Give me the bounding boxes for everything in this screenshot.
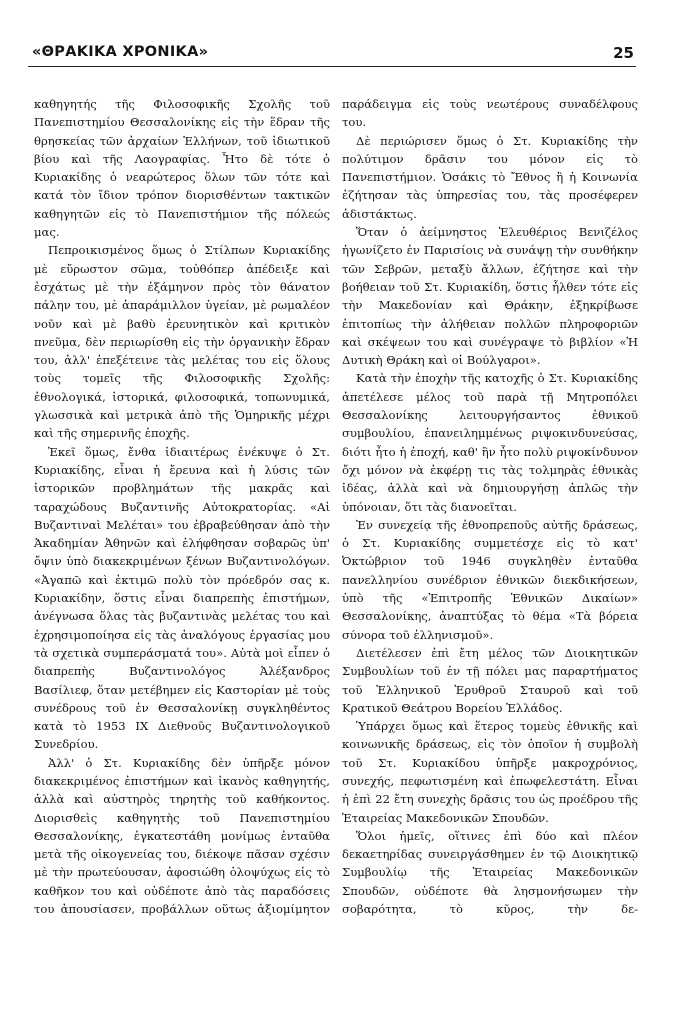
paragraph: Διετέλεσεν ἐπὶ ἔτη μέλος τῶν Διοικητικῶν Συμβουλίων τοῦ ἐν τῇ πόλει μας παραρτήματος τοῦ Ἑλληνικοῦ Ἐρυθροῦ Σταυροῦ καὶ τοῦ Κρατικοῦ Θεάτρου Βορείου Ἑλλάδος.: [342, 645, 638, 715]
paragraph: Ὑπάρχει ὅμως καὶ ἕτερος τομεὺς ἐθνικῆς καὶ κοινωνικῆς δράσεως, εἰς τὸν ὁποῖον ἡ συμβολὴ τοῦ Στ. Κυριακίδου ὑπῆρξε μακροχρόνιος, συνεχής, πεφωτισμένη καὶ ἐπωφελεστάτη. Εἶναι ἡ ἐπὶ 22 ἔτη συνεχὴς δρᾶσις του ὡς προέδρου τῆς Ἑταιρείας Μακεδονικῶν Σπουδῶν.: [342, 719, 638, 825]
paragraph: Κατὰ τὴν ἐποχὴν τῆς κατοχῆς ὁ Στ. Κυριακίδης ἀπετέλεσε μέλος τοῦ παρὰ τῇ Μητροπόλει Θεσσαλονίκης λειτουργήσαντος ἐθνικοῦ συμβουλίου, ἐπανειλημμένως ριψοκινδυνεύσας, διότι ἦτο ἡ ἐποχή, καθ' ἣν ἦτο πολὺ ριψοκίνδυνον ὄχι μόνον νὰ ἐκφέρῃ τις τὰς τολμηρὰς ἐθνικὰς ἰδέας, ἀλλὰ καὶ νὰ δημιουργήσῃ ἁπλῶς τὴν ὑπόνοιαν, ὅτι τὰς διανοεῖται.: [342, 371, 638, 514]
running-header: [28, 40, 636, 67]
right-column: [342, 95, 638, 918]
paragraph: Ὅλοι ἡμεῖς, οἵτινες ἐπὶ δύο καὶ πλέον δεκαετηρίδας συνειργάσθημεν ἐν τῷ Διοικητικῷ Συμβουλίῳ τῆς Ἑταιρείας Μακεδονικῶν Σπουδῶν, οὐδέποτε θὰ λησμονήσωμεν τὴν σοβαρότητα, τὸ κῦρος, τὴν δε-: [342, 828, 638, 917]
paragraph: Δὲ περιώρισεν ὅμως ὁ Στ. Κυριακίδης τὴν πολύτιμον δρᾶσιν του μόνον εἰς τὸ Πανεπιστήμιον. Ὁσάκις τὸ Ἔθνος ἢ ἡ Κοινωνία ἐζήτησαν τὰς ὑπηρεσίας του, τὰς προσέφερεν ἀδιστάκτως.: [342, 133, 638, 221]
paragraph: Ἐν συνεχείᾳ τῆς ἐθνοπρεποῦς αὐτῆς δράσεως, ὁ Στ. Κυριακίδης συμμετέσχε εἰς τὸ κατ' Ὀκτώβριον τοῦ 1946 συγκληθὲν ἐνταῦθα πανελληνίου συνέδριον ἐθνικῶν διεκδικήσεων, ὑπὸ τῆς «Ἐπιτροπῆς Ἐθνικῶν Δικαίων» Θεσσαλονίκης, ἀναπτύξας τὸ θέμα «Τὰ βόρεια σύνορα τοῦ ἑλληνισμοῦ».: [342, 517, 638, 642]
paragraph: καθηγητής τῆς Φιλοσοφικῆς Σχολῆς τοῦ Πανεπιστημίου Θεσσαλονίκης εἰς τὴν ἕδραν τῆς θρησκείας τῶν ἀρχαίων Ἑλλήνων, τοῦ ἰδιωτικοῦ βίου καὶ τῆς Λαογραφίας. Ἦτο δὲ τότε ὁ Κυριακίδης ὁ νεαρώτερος ὅλων τῶν τότε καὶ κατά τὸν ἴδιον τρόπον διορισθέντων τακτικῶν καθηγητῶν εἰς τὸ Πανεπιστήμιον τῆς πόλεώς μας.: [34, 97, 330, 240]
paragraph: Πεπροικισμένος ὅμως ὁ Στίλπων Κυριακίδης μὲ εὔρωστον σῶμα, τοὐθόπερ ἀπέδειξε καὶ ἐσχάτως μὲ τὴν ἐξάμηνον πρὸς τὸν θάνατον πάλην του, μὲ ἀπαράμιλλον ὑγείαν, μὲ ρωμαλέον νοῦν καὶ μὲ βαθὺ ἐρευνητικὸν καὶ κριτικὸν πνεῦμα, δὲν περιωρίσθη εἰς τὴν ὀργανικὴν ἕδραν του, ἀλλ' ἐπεξέτεινε τὰς μελέτας του εἰς ὅλους τοὺς τομεῖς τῆς Φιλοσοφικῆς Σχολῆς: ἐθνολογικά, ἱστορικά, φιλοσοφικά, τοπωνυμικά, γλωσσικὰ καὶ μετρικὰ ἀπὸ τῆς Ὁμηρικῆς μέχρι καὶ τῆς σημερινῆς ἐποχῆς.: [34, 243, 330, 441]
paragraph: Ἀλλ' ὁ Στ. Κυριακίδης δὲν ὑπῆρξε μόνον διακεκριμένος ἐπιστήμων καὶ ἱκανὸς καθηγητής, ἀλλὰ καὶ αὐστηρὸς τηρητὴς τοῦ καθήκοντος. Διορισθεὶς καθηγητὴς τοῦ Πανεπιστημίου Θεσσαλονίκης, ἐγκατεστάθη μονίμως ἐνταῦθα μετὰ τῆς οἰκογενείας του, διέκοψε πᾶσαν σχέσιν μὲ τὴν πρωτεύουσαν, ἀφοσιώθη ὁλοψύχως εἰς τὸ καθῆκον του καὶ οὐδέποτε ἀπὸ τὰς παραδόσεις του ἀπουσίασεν, προβάλλων οὕτως ἀξιομίμητον: [34, 755, 330, 917]
paragraph: παράδειγμα εἰς τοὺς νεωτέρους συναδέλφους του.: [342, 97, 638, 130]
page-number: 25: [613, 44, 634, 62]
paragraph: Ἐκεῖ ὅμως, ἔνθα ἰδιαιτέρως ἐνέκυψε ὁ Στ. Κυριακίδης, εἶναι ἡ ἔρευνα καὶ ἡ λύσις τῶν ἱστορικῶν προβλημάτων τῆς μακρᾶς καὶ ταραχώδους Βυζαντινῆς Αὐτοκρατορίας. «Αἱ Βυζαντιναὶ Μελέται» του ἐβραβεύθησαν ἀπὸ τὴν Ἀκαδημίαν Ἀθηνῶν καὶ ἐλήφθησαν σοβαρῶς ὑπ' ὄψιν ὑπὸ διακεκριμένων ξένων Βυζαντινολόγων. «Ἀγαπῶ καὶ ἐκτιμῶ πολὺ τὸν πρόεδρόν σας κ. Κυριακίδην, ὅστις εἶναι διαπρεπὴς ἐπιστήμων, ἀνέγνωσα ὅλας τὰς βυζαντινὰς μελέτας του καὶ ἐχρησιμοποίησα εἰς τὰς ἀναλόγους ἐργασίας μου τὰ σχετικὰ συμπεράσματά του». Αὐτὰ μοὶ εἶπεν ὁ διαπρεπὴς Βυζαντινολόγος Ἀλέξανδρος Βασίλιεφ, ὅταν μετέβημεν εἰς Καστορίαν μὲ τοὺς συνέδρους τοῦ ἐν Θεσσαλονίκῃ συγκληθέντος κατὰ τὸ 1953 IX Διεθνοῦς Βυζαντινολογικοῦ Συνεδρίου.: [34, 444, 330, 752]
paragraph: Ὅταν ὁ ἀείμνηστος Ἐλευθέριος Βενιζέλος ἠγωνίζετο ἐν Παρισίοις νὰ συνάψῃ τὴν συνθήκην τῶν Σεβρῶν, μεταξὺ ἄλλων, ἐζήτησε καὶ τὴν βοήθειαν τοῦ Στ. Κυριακίδη, ὅστις ἦλθεν τότε εἰς τὴν Μακεδονίαν καὶ Θράκην, ἐξηκρίβωσε ἐπιτοπίως τὴν ἀλήθειαν πολλῶν πληροφοριῶν καὶ σκέψεων του καὶ συνέγραψε τὸ βιβλίον «Ἡ Δυτικὴ Θράκη καὶ οἱ Βούλγαροι».: [342, 225, 638, 368]
left-column: [34, 95, 330, 918]
journal-title: «ΘΡΑΚΙΚΑ ΧΡΟΝΙΚΑ»: [32, 44, 209, 60]
